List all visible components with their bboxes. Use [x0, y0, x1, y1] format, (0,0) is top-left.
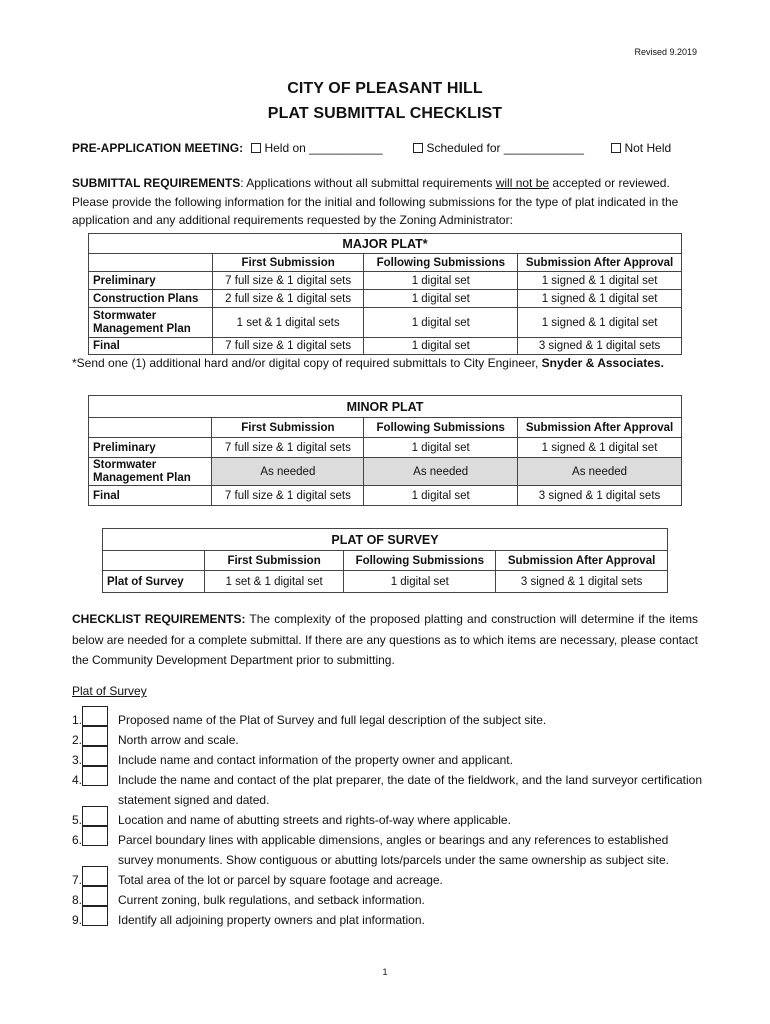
table-row: Preliminary 7 full size & 1 digital sets 1 digital set 1 signed & 1 digital set [89, 272, 682, 290]
plat-of-survey-title: PLAT OF SURVEY [103, 529, 668, 551]
table-row: Preliminary 7 full size & 1 digital sets 1 digital set 1 signed & 1 digital set [89, 438, 682, 458]
header-blank [89, 254, 213, 272]
table-row: Final 7 full size & 1 digital sets 1 digital set 3 signed & 1 digital sets [89, 338, 682, 355]
pre-application-meeting-row [72, 141, 671, 155]
table-row: Final 7 full size & 1 digital sets 1 digital set 3 signed & 1 digital sets [89, 486, 682, 506]
header-after-approval: Submission After Approval [518, 418, 682, 438]
header-blank [89, 418, 212, 438]
table-row: Stormwater Management Plan 1 set & 1 digital sets 1 digital set 1 signed & 1 digital set [89, 308, 682, 338]
pre-application-label: PRE-APPLICATION MEETING: [72, 141, 244, 155]
minor-plat-title: MINOR PLAT [89, 396, 682, 418]
header-after-approval: Submission After Approval [518, 254, 682, 272]
checkbox[interactable] [82, 706, 108, 726]
document-title: PLAT SUBMITTAL CHECKLIST [267, 105, 503, 122]
checkbox[interactable] [82, 766, 108, 786]
table-row: Plat of Survey 1 set & 1 digital set 1 digital set 3 signed & 1 digital sets [103, 571, 668, 593]
checkbox-icon[interactable] [611, 143, 621, 153]
held-on-option[interactable]: Held on ___________ [249, 141, 411, 155]
table-row: Construction Plans 2 full size & 1 digital sets 1 digital set 1 signed & 1 digital set [89, 290, 682, 308]
header-first-submission: First Submission [204, 551, 344, 571]
plat-of-survey-table [102, 528, 668, 593]
checkbox[interactable] [82, 906, 108, 926]
engineer-note: *Send one (1) additional hard and/or digital copy of required submittals to City Engineer, Snyder & Associates. [72, 356, 664, 370]
minor-plat-table [88, 395, 682, 506]
header-following-submissions: Following Submissions [344, 551, 496, 571]
section-heading: Plat of Survey [72, 684, 147, 698]
submittal-requirements-paragraph: SUBMITTAL REQUIREMENTS: Applications without all submittal requirements will not be accepted or reviewed. Please provide the following information for the initial and following submissions for the type of plat indicated in the application and any additional requirements requested by the Zoning Administrator: [72, 176, 679, 227]
checkbox[interactable] [82, 866, 108, 886]
scheduled-for-option[interactable]: Scheduled for ____________ [411, 141, 609, 155]
revision-date: Revised 9.2019 [634, 47, 697, 57]
header-following-submissions: Following Submissions [364, 418, 518, 438]
major-plat-title: MAJOR PLAT* [89, 234, 682, 254]
header-blank [103, 551, 205, 571]
header-following-submissions: Following Submissions [364, 254, 518, 272]
checkbox[interactable] [82, 726, 108, 746]
table-row: Stormwater Management Plan As needed As needed As needed [89, 458, 682, 486]
header-first-submission: First Submission [212, 418, 364, 438]
checkbox[interactable] [82, 886, 108, 906]
checkbox[interactable] [82, 746, 108, 766]
city-title: CITY OF PLEASANT HILL [287, 80, 483, 97]
checkbox[interactable] [82, 806, 108, 826]
header-first-submission: First Submission [212, 254, 364, 272]
page-number: 1 [382, 967, 388, 977]
checklist-requirements-paragraph: CHECKLIST REQUIREMENTS: The complexity of the proposed platting and construction will determine if the items below are needed for a complete submittal. If there are any questions as to which items are necessary, please contact the Community Development Department prior to submitting. [72, 612, 698, 667]
checkbox-icon[interactable] [251, 143, 261, 153]
major-plat-table [88, 233, 682, 355]
not-held-option[interactable]: Not Held [609, 141, 671, 155]
checkbox[interactable] [82, 826, 108, 846]
header-after-approval: Submission After Approval [496, 551, 668, 571]
checkbox-icon[interactable] [413, 143, 423, 153]
